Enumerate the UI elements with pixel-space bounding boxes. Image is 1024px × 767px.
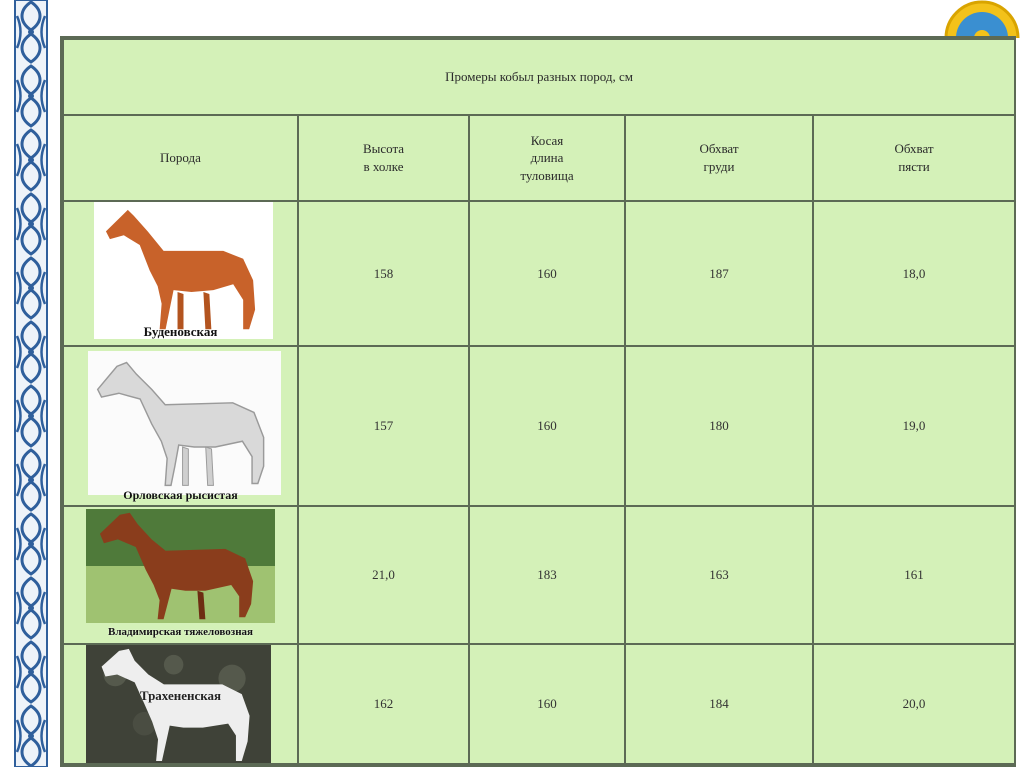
table-cell: 160 bbox=[469, 201, 625, 346]
header-chest-girth: Обхват груди bbox=[625, 115, 813, 201]
breed-cell bbox=[63, 346, 298, 506]
table-cell: 157 bbox=[298, 346, 469, 506]
breeds-table-container bbox=[60, 36, 1016, 767]
table-cell: 183 bbox=[469, 506, 625, 644]
table-cell: 19,0 bbox=[813, 346, 1015, 506]
table-row bbox=[63, 346, 1015, 506]
table-row bbox=[63, 201, 1015, 346]
header-body-length: Косая длина туловища bbox=[469, 115, 625, 201]
table-cell: 163 bbox=[625, 506, 813, 644]
table-title: Промеры кобыл разных пород, см bbox=[63, 39, 1015, 115]
ornament-border bbox=[14, 0, 48, 767]
breed-cell bbox=[63, 201, 298, 346]
horse-photo bbox=[86, 509, 275, 623]
header-breed: Порода bbox=[63, 115, 298, 201]
breed-name: Орловская рысистая bbox=[123, 487, 238, 502]
table-cell: 162 bbox=[298, 644, 469, 764]
table-cell: 18,0 bbox=[813, 201, 1015, 346]
breeds-table bbox=[62, 38, 1016, 765]
table-cell: 21,0 bbox=[298, 506, 469, 644]
breed-cell bbox=[63, 506, 298, 644]
table-row bbox=[63, 506, 1015, 644]
table-cell: 180 bbox=[625, 346, 813, 506]
breed-name: Буденовская bbox=[143, 324, 218, 340]
table-cell: 160 bbox=[469, 644, 625, 764]
table-cell: 20,0 bbox=[813, 644, 1015, 764]
table-cell: 187 bbox=[625, 201, 813, 346]
table-cell: 160 bbox=[469, 346, 625, 506]
horse-photo bbox=[94, 202, 273, 339]
breed-name: Владимирская тяжеловозная bbox=[107, 626, 253, 639]
breed-name: Трахененская bbox=[139, 688, 222, 703]
header-cannon-girth: Обхват пясти bbox=[813, 115, 1015, 201]
table-cell: 184 bbox=[625, 644, 813, 764]
table-row bbox=[63, 644, 1015, 764]
header-withers-height: Высота в холке bbox=[298, 115, 469, 201]
table-cell: 161 bbox=[813, 506, 1015, 644]
table-cell: 158 bbox=[298, 201, 469, 346]
horse-photo bbox=[88, 351, 281, 495]
breed-cell bbox=[63, 644, 298, 764]
emblem-icon bbox=[934, 0, 1024, 38]
